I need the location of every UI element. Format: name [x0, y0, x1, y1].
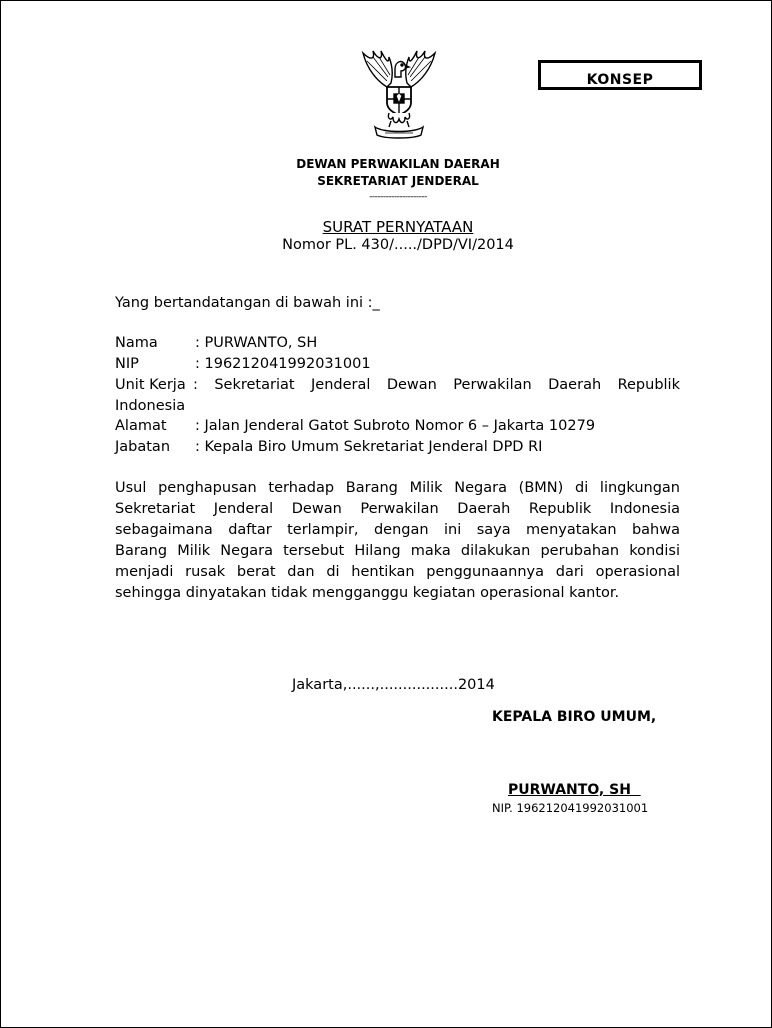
organization-unit: SEKRETARIAT JENDERAL	[317, 174, 479, 188]
letter-title: SURAT PERNYATAAN	[322, 218, 474, 236]
nip-value: : 196212041992031001	[195, 356, 371, 372]
position-value: : Kepala Biro Umum Sekretariat Jenderal DPD RI	[195, 439, 543, 455]
paragraph-line: menjadi rusak berat dan di hentikan penggunaannya dari operasional	[115, 564, 680, 580]
unit-value-continued: Indonesia	[115, 398, 186, 414]
garuda-emblem-icon	[357, 47, 441, 139]
paragraph-line: Barang Milik Negara tersebut Hilang maka dilakukan perubahan kondisi	[115, 543, 680, 559]
signer-nip: NIP. 196212041992031001	[492, 801, 649, 815]
draft-stamp-label: KONSEP	[586, 72, 654, 88]
paragraph-line: sebagaimana daftar terlampir, dengan ini saya menyatakan bahwa	[115, 522, 680, 538]
paragraph-line: Usul penghapusan terhadap Barang Milik Negara (BMN) di lingkungan	[115, 480, 680, 496]
place-date: Jakarta,......,.................2014	[292, 677, 495, 693]
letter-number: Nomor PL. 430/...../DPD/VI/2014	[282, 237, 514, 253]
unit-label: Unit Kerja	[115, 377, 186, 393]
nip-label: NIP	[115, 356, 139, 372]
letterhead-separator: ---------------------	[369, 192, 427, 202]
paragraph-line: Sekretariat Jenderal Dewan Perwakilan Daerah Republik Indonesia	[115, 501, 680, 517]
name-label: Nama	[115, 335, 158, 351]
address-value: : Jalan Jenderal Gatot Subroto Nomor 6 – Jakarta 10279	[195, 418, 596, 434]
draft-stamp	[538, 60, 702, 90]
organization-name: DEWAN PERWAKILAN DAERAH	[296, 157, 500, 171]
intro-text: Yang bertandatangan di bawah ini :_	[115, 295, 380, 311]
paragraph-line: sehingga dinyatakan tidak mengganggu kegiatan operasional kantor.	[115, 585, 620, 601]
signer-name: PURWANTO, SH	[508, 782, 641, 798]
position-label: Jabatan	[115, 439, 171, 455]
signer-title: KEPALA BIRO UMUM,	[492, 709, 657, 725]
address-label: Alamat	[115, 418, 167, 434]
unit-value: : Sekretariat Jenderal Dewan Perwakilan Daerah Republik	[193, 377, 680, 393]
name-value: : PURWANTO, SH	[195, 335, 318, 351]
